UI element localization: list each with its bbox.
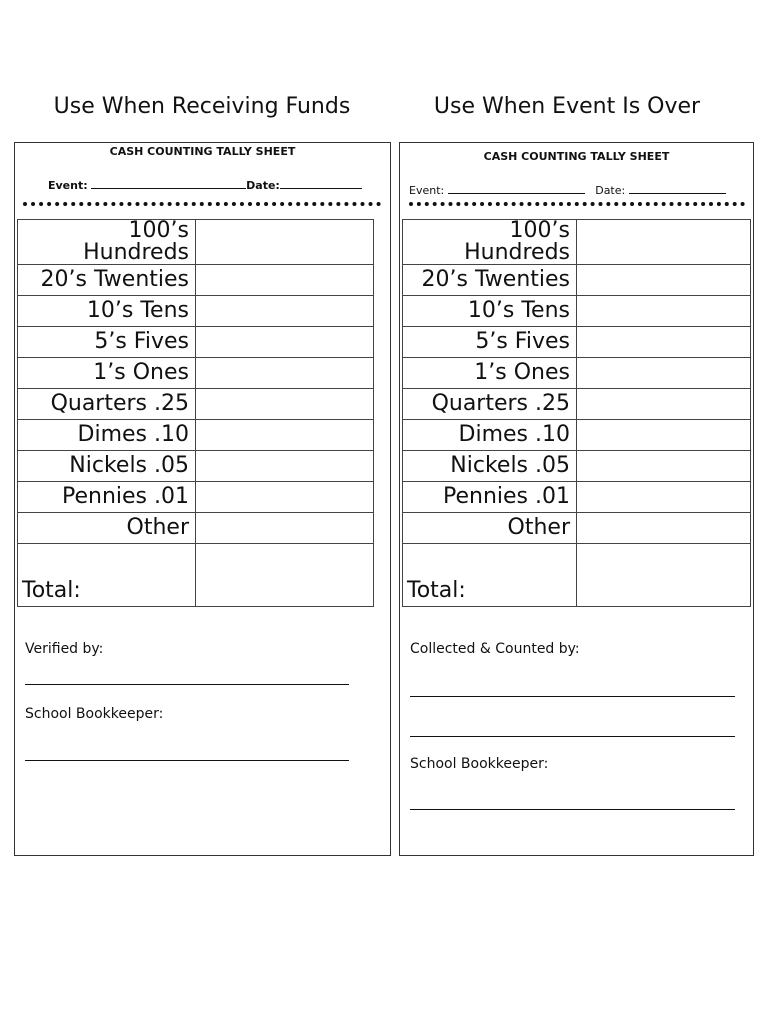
left-tally-row [18,482,374,513]
left-date-label: Date: [246,179,280,192]
left-denomination-label: 10’s Tens [18,296,196,327]
right-tally-row [403,296,751,327]
right-amount-cell[interactable] [577,513,751,544]
right-denomination-label: 100’s Hundreds [403,220,577,265]
left-sheet-title: CASH COUNTING TALLY SHEET [109,145,296,158]
left-event-date-line [48,177,362,192]
right-event-field[interactable] [448,182,585,194]
left-tally-row [18,327,374,358]
right-tally-row [403,327,751,358]
left-total-label: Total: [18,544,196,607]
left-tally-row [18,389,374,420]
left-event-label: Event: [48,179,88,192]
left-denomination-label: Dimes .10 [18,420,196,451]
left-amount-cell[interactable] [196,513,374,544]
right-event-label: Event: [409,184,445,197]
right-sheet-title: CASH COUNTING TALLY SHEET [483,150,670,163]
left-total-amount[interactable] [196,544,374,607]
right-bookkeeper-signature-line[interactable] [410,809,735,810]
right-amount-cell[interactable] [577,358,751,389]
right-amount-cell[interactable] [577,482,751,513]
left-verified-label: Verified by: [25,641,104,657]
right-denomination-label: Pennies .01 [403,482,577,513]
right-denomination-label: Quarters .25 [403,389,577,420]
right-amount-cell[interactable] [577,451,751,482]
right-amount-cell[interactable] [577,265,751,296]
right-tally-row [403,513,751,544]
left-amount-cell[interactable] [196,420,374,451]
right-date-field[interactable] [629,182,726,194]
right-event-date-line [409,182,726,197]
left-tally-row [18,451,374,482]
right-denomination-label: 1’s Ones [403,358,577,389]
right-tally-row [403,358,751,389]
right-tally-row [403,451,751,482]
right-tally-row [403,482,751,513]
left-heading: Use When Receiving Funds [53,94,351,119]
left-tally-row [18,265,374,296]
left-total-row [18,544,374,607]
right-tally-row [403,265,751,296]
left-denomination-label: Nickels .05 [18,451,196,482]
right-amount-cell[interactable] [577,420,751,451]
left-denomination-label: Pennies .01 [18,482,196,513]
left-tally-row [18,220,374,265]
left-verified-signature-line[interactable] [25,684,349,685]
right-amount-cell[interactable] [577,296,751,327]
right-tally-row [403,389,751,420]
left-tally-sheet [14,142,391,856]
left-date-field[interactable] [280,177,362,189]
left-tally-table [17,219,374,607]
left-denomination-label: 1’s Ones [18,358,196,389]
right-heading: Use When Event Is Over [433,94,701,119]
right-total-amount[interactable] [577,544,751,607]
left-denomination-label: Other [18,513,196,544]
left-amount-cell[interactable] [196,296,374,327]
left-amount-cell[interactable] [196,327,374,358]
right-denomination-label: 20’s Twenties [403,265,577,296]
left-denomination-label: 5’s Fives [18,327,196,358]
right-total-label: Total: [403,544,577,607]
left-amount-cell[interactable] [196,482,374,513]
left-denomination-label: 100’s Hundreds [18,220,196,265]
right-date-label: Date: [595,184,626,197]
left-amount-cell[interactable] [196,389,374,420]
right-denomination-label: Dimes .10 [403,420,577,451]
left-tally-row [18,296,374,327]
left-tally-row [18,420,374,451]
right-tally-row [403,220,751,265]
right-collected-label: Collected & Counted by: [410,641,580,657]
right-denomination-label: Other [403,513,577,544]
left-denomination-label: Quarters .25 [18,389,196,420]
right-tally-table [402,219,751,607]
right-denomination-label: Nickels .05 [403,451,577,482]
right-tally-row [403,420,751,451]
left-event-field[interactable] [91,177,246,189]
right-dotted-separator [409,202,745,206]
left-dotted-separator [23,202,381,206]
left-denomination-label: 20’s Twenties [18,265,196,296]
left-bookkeeper-signature-line[interactable] [25,760,349,761]
right-amount-cell[interactable] [577,389,751,420]
right-amount-cell[interactable] [577,327,751,358]
right-total-row [403,544,751,607]
right-denomination-label: 10’s Tens [403,296,577,327]
right-collected-signature-line-2[interactable] [410,736,735,737]
left-amount-cell[interactable] [196,451,374,482]
right-amount-cell[interactable] [577,220,751,265]
left-amount-cell[interactable] [196,358,374,389]
left-amount-cell[interactable] [196,220,374,265]
left-tally-row [18,358,374,389]
right-bookkeeper-label: School Bookkeeper: [410,756,549,772]
right-tally-sheet [399,142,754,856]
left-amount-cell[interactable] [196,265,374,296]
right-collected-signature-line-1[interactable] [410,696,735,697]
right-denomination-label: 5’s Fives [403,327,577,358]
left-tally-row [18,513,374,544]
left-bookkeeper-label: School Bookkeeper: [25,706,164,722]
